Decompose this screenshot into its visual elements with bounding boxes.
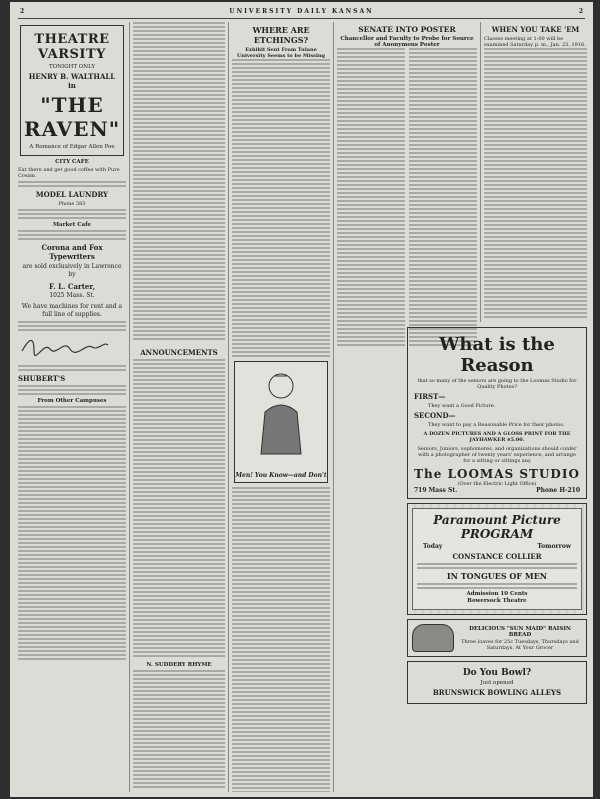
- first-text: They want a Good Picture.: [428, 403, 496, 409]
- reason-text: that so many of the seniors are going to the Loomas Studio for Quality Photos?: [417, 378, 577, 390]
- masthead-rule: [18, 18, 585, 19]
- cartoon-illustration: [234, 361, 328, 483]
- col3-text: [232, 487, 330, 792]
- bowling-ad: [407, 661, 587, 704]
- film-star: CONSTANCE COLLIER: [452, 552, 542, 561]
- etchings-text: [232, 59, 330, 357]
- tomorrow-label: Tomorrow: [537, 543, 571, 550]
- bowl-title: Do You Bowl?: [462, 668, 532, 678]
- admission: Admission 10 Cents: [466, 591, 528, 597]
- loomas-address: 719 Mass St.: [414, 487, 458, 494]
- model-laundry-text: Phone 383: [58, 201, 86, 207]
- second-label: SECOND—: [414, 411, 456, 420]
- bowl-name: BRUNSWICK BOWLING ALLEYS: [432, 688, 562, 697]
- theatre-star: HENRY B. WALTHALL in: [28, 72, 116, 90]
- column-2: [133, 22, 225, 792]
- rhyme-text: [133, 670, 225, 790]
- theatre-header: THEATRE VARSITY: [34, 32, 110, 62]
- theatre-sub: A Romance of Edgar Allen Poe: [29, 144, 115, 150]
- news-text-block: [133, 22, 225, 342]
- masthead-title: UNIVERSITY DAILY KANSAN: [229, 8, 374, 15]
- theatre-varsity-ad: [20, 25, 124, 156]
- page-number: 2: [20, 8, 25, 15]
- rental-text: We have machines for rent and a full line of supplies.: [21, 303, 123, 318]
- second-text: They want to pay a Reasonable Price for their photos.: [428, 422, 565, 428]
- loomas-ad: [407, 327, 587, 499]
- loomas-phone: Phone H-210: [536, 487, 580, 494]
- paramount-inner: [412, 508, 582, 610]
- when-heading: WHEN YOU TAKE 'EM: [491, 25, 580, 34]
- reason-title: What is the Reason: [439, 334, 555, 376]
- market-cafe-heading: Market Cafe: [52, 222, 92, 228]
- column-1: [18, 22, 126, 792]
- city-cafe-heading: CITY CAFE: [55, 159, 89, 165]
- program-title: Paramount Picture PROGRAM: [433, 513, 561, 541]
- model-laundry-heading: MODEL LAUNDRY: [35, 190, 109, 199]
- senate-subheading: Chancellor and Faculty to Probe for Source of Anonymous Poster: [340, 36, 474, 48]
- loomas-name: The LOOMAS STUDIO: [414, 467, 580, 481]
- signature: [20, 335, 124, 361]
- from-other-campuses: From Other Campuses: [37, 398, 107, 404]
- raisin-bread-ad: [407, 619, 587, 657]
- page-number-right: 2: [578, 8, 583, 15]
- carter-name: F. L. Carter,: [48, 282, 96, 291]
- newspaper-page: [10, 2, 593, 797]
- shuberts-heading: SHUBERT'S: [18, 374, 66, 383]
- paramount-ad: [407, 503, 587, 615]
- announcements-heading: ANNOUNCEMENTS: [140, 348, 218, 357]
- column-3: [232, 22, 330, 792]
- corona-text: are sold exclusively in Lawrence by: [22, 263, 122, 278]
- corona-heading: Corona and Fox Typewriters: [41, 243, 103, 261]
- cartoon-drawing: [235, 362, 327, 462]
- bowl-sub: Just opened: [480, 680, 514, 686]
- loomas-sub: (Over the Electric Light Office): [457, 481, 537, 487]
- offer: A DOZEN PICTURES AND A GLOSS PRINT FOR THE JAYHAWKER $5.00.: [423, 431, 571, 443]
- offer-text: Seniors, Juniors, sophomores, and organizations should confer with a photographer of twenty years' experience, and arrange for a sitting or sittings any: [417, 446, 577, 464]
- column-5: [484, 22, 587, 322]
- etchings-subheading: Exhibit Sent From Tulane University Seems to be Missing: [236, 47, 325, 59]
- bread-icon: [412, 624, 454, 652]
- bread-text: Three loaves for 25c Tuesdays, Thursdays and Saturdays. At Your Grocer: [461, 639, 579, 651]
- ads-block: [405, 324, 589, 794]
- today-label: Today: [423, 543, 443, 550]
- announcements-text: [133, 359, 225, 659]
- first-label: FIRST—: [414, 392, 446, 401]
- signature-graphic: [20, 335, 110, 357]
- loomas-footer: [414, 487, 580, 494]
- bread-title: DELICIOUS "SUN MAID" RAISIN BREAD: [469, 626, 571, 638]
- film-title: IN TONGUES OF MEN: [446, 571, 548, 581]
- senate-columns: [337, 48, 477, 348]
- exam-text: Classes meeting at 1:00 will be examined Saturday p. m., Jan. 23, 1916.: [484, 36, 586, 48]
- exam-schedule-text: [484, 48, 587, 318]
- theatre-title: "THE RAVEN": [24, 93, 121, 141]
- etchings-heading: WHERE ARE ETCHINGS?: [252, 25, 310, 45]
- theatre-tonight: TONIGHT ONLY: [48, 64, 96, 70]
- nursery-rhyme-heading: N. SUDDERY RHYME: [146, 662, 212, 668]
- bowersock: Bowersock Theatre: [467, 598, 527, 604]
- senate-heading: SENATE INTO POSTER: [358, 25, 456, 34]
- cartoon-caption: Men! You Know—and Don't: [235, 472, 327, 479]
- city-cafe-text: Eat there and get good coffee with Pure Cream.: [18, 167, 120, 179]
- carter-address: 1025 Mass. St.: [49, 292, 95, 299]
